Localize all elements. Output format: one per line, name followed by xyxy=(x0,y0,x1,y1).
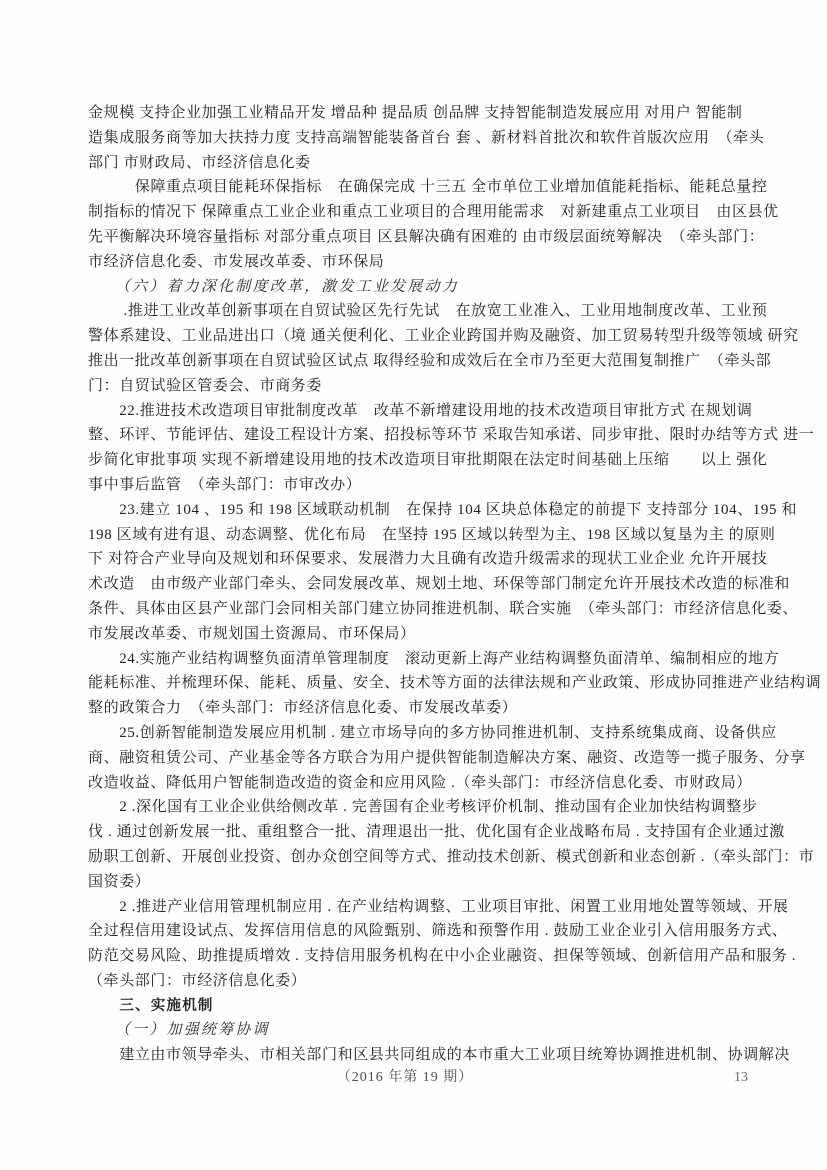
text-line: 励职工创新、开展创业投资、创办众创空间等方式、推动技术创新、模式创新和业态创新 .（牵头部门：市 xyxy=(88,848,815,865)
text-line: （牵头部门：市经济信息化委） xyxy=(88,972,307,989)
text-line: 下 对符合产业导向及规划和环保要求、发展潜力大且确有改造升级需求的现状工业企业 允许开展技 xyxy=(88,551,768,568)
text-line: 事中事后监管 （牵头部门：市审改办） xyxy=(88,476,362,493)
text-line: 推出一批改革创新事项在自贸试验区试点 取得经验和成效后在全市乃至更大范围复制推广 （牵头部 xyxy=(88,352,772,369)
text-line: 市发展改革委、市规划国土资源局、市环保局） xyxy=(88,625,416,642)
text-line: 条件、具体由区县产业部门会同相关部门建立协同推进机制、联合实施 （牵头部门：市经济信息化委、 xyxy=(88,600,799,617)
text-line: 建立由市领导牵头、市相关部门和区县共同组成的本市重大工业项目统筹协调推进机制、协调解决 xyxy=(88,1047,791,1064)
text-line: 先平衡解决环境容量指标 对部分重点项目 区县解决确有困难的 由市级层面统筹解决 （牵头部门： xyxy=(88,228,765,245)
text-line: 市经济信息化委、市发展改革委、市环保局 xyxy=(88,253,385,270)
text-line: 制指标的情况下 保障重点工业企业和重点工业项目的合理用能需求 对新建重点工业项目 由区县优 xyxy=(88,204,779,221)
text-line: 伐 . 通过创新发展一批、重组整合一批、清理退出一批、优化国有企业战略布局 . 支持国有企业通过激 xyxy=(88,824,785,841)
text-line: 整的政策合力 （牵头部门：市经济信息化委、市发展改革委） xyxy=(88,700,518,717)
footer-issue-label: （2016 年第 19 期） xyxy=(336,1070,474,1085)
text-line: 25.创新智能制造发展应用机制 . 建立市场导向的多方协同推进机制、支持系统集成商、设备供应 xyxy=(88,724,777,741)
text-line: 23.建立 104 、195 和 198 区域联动机制 在保持 104 区块总体稳定的前提下 支持部分 104、195 和 xyxy=(88,501,798,518)
text-line: 国资委） xyxy=(88,873,151,890)
text-line: 门：自贸试验区管委会、市商务委 xyxy=(88,377,323,394)
text-line: 警体系建设、工业品进出口（境 通关便利化、工业企业跨国并购及融资、加工贸易转型升级等领域 研究 xyxy=(88,328,799,345)
text-line: 术改造 由市级产业部门牵头、会同发展改革、规划土地、环保等部门制定允许开展技术改造的标准和 xyxy=(88,576,791,593)
text-line: 能耗标准、并梳理环保、能耗、质量、安全、技术等方面的法律法规和产业政策、形成协同推进产业结构调 xyxy=(88,675,822,692)
text-line: 部门 市财政局、市经济信息化委 xyxy=(88,154,311,171)
text-line: 金规模 支持企业加强工业精品开发 增品种 提品质 创品牌 支持智能制造发展应用 对用户 智能制 xyxy=(88,105,743,121)
text-line: 2 .推进产业信用管理机制应用 . 在产业结构调整、工业项目审批、闲置工业用地处置等领域、开展 xyxy=(88,898,789,915)
text-line: 2 .深化国有工业企业供给侧改革 . 完善国有企业考核评价机制、推动国有企业加快结构调整步 xyxy=(88,799,758,816)
text-line: 24.实施产业结构调整负面清单管理制度 滚动更新上海产业结构调整负面清单、编制相应的地方 xyxy=(88,650,780,667)
text-line: 三、实施机制 xyxy=(88,997,214,1014)
text-line: 改造收益、降低用户智能制造改造的资金和应用风险 .（牵头部门：市经济信息化委、市财政局） xyxy=(88,774,752,791)
document-lines xyxy=(88,101,822,1068)
page-footer xyxy=(88,1066,750,1090)
text-line: 22.推进技术改造项目审批制度改革 改革不新增建设用地的技术改造项目审批方式 在规划调 xyxy=(88,402,753,419)
text-line: 全过程信用建设试点、发挥信用信息的风险甄别、筛选和预警作用 . 鼓励工业企业引入信用服务方式、 xyxy=(88,923,788,940)
text-line: （六）着力深化制度改革，激发工业发展动力 xyxy=(88,278,459,295)
text-line: （一）加强统筹协调 xyxy=(88,1022,270,1039)
text-line: .推进工业改革创新事项在自贸试验区先行先试 在放宽工业准入、工业用地制度改革、工业预 xyxy=(88,303,768,320)
text-line: 造集成服务商等加大扶持力度 支持高端智能装备首台 套 、新材料首批次和软件首版次应用 （牵头 xyxy=(88,129,765,146)
text-line: 198 区域有进有退、动态调整、优化布局 在坚持 195 区域以转型为主、198 区域以复垦为主 的原则 xyxy=(88,526,776,543)
text-line: 整、环评、节能评估、建设工程设计方案、招投标等环节 采取告知承诺、同步审批、限时办结等方式 进一 xyxy=(88,427,815,444)
text-line: 保障重点项目能耗环保指标 在确保完成 十三五 全市单位工业增加值能耗指标、能耗总量控 xyxy=(88,179,768,196)
text-line: 商、融资租赁公司、产业基金等各方联合为用户提供智能制造解决方案、融资、改造等一揽子服务、分享 xyxy=(88,749,806,766)
text-line: 步简化审批事项 实现不新增建设用地的技术改造项目审批期限在法定时间基础上压缩 以上 强化 xyxy=(88,452,768,469)
footer-page-number: 13 xyxy=(734,1070,748,1085)
text-line: 防范交易风险、助推提质增效 . 支持信用服务机构在中小企业融资、担保等领域、创新信用产品和服务 . xyxy=(88,948,797,965)
